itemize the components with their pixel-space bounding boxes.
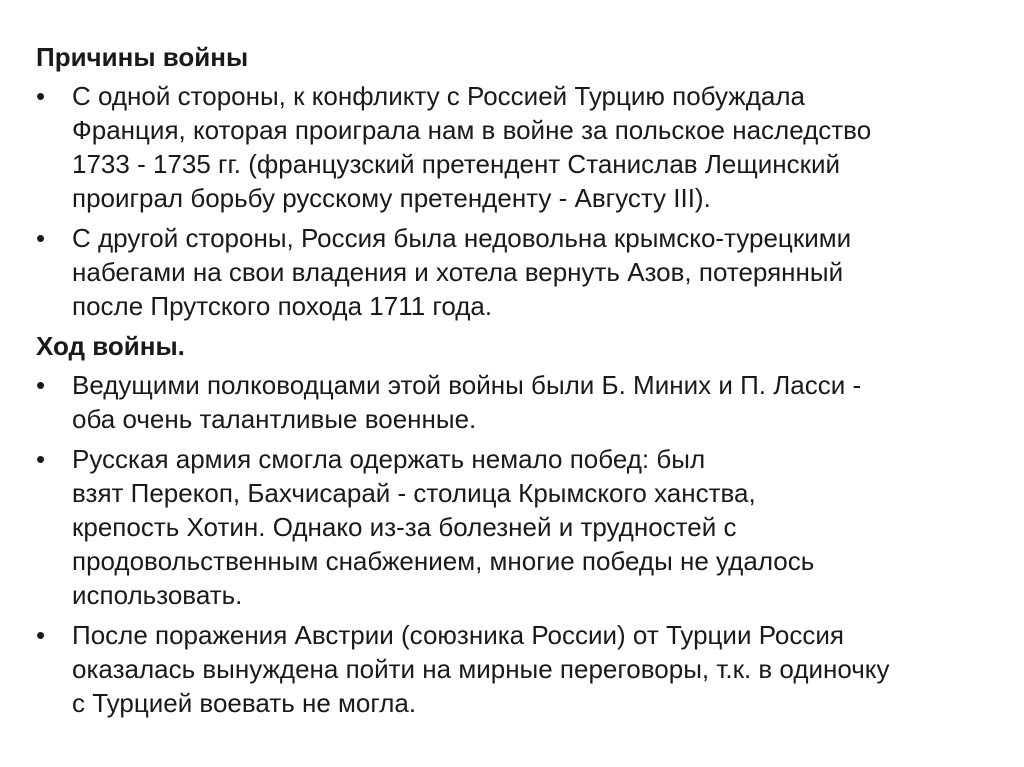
bullet-item (36, 442, 986, 612)
heading-course: Ход войны. (36, 331, 185, 361)
bullet-text: После поражения Австрии (союзника России) от Турции Россия оказалась вынуждена пойти на мирные переговоры, т.к. в одиночку с Турцией воевать не могла. (72, 620, 890, 718)
bullet-item (36, 618, 986, 720)
bullet-item (36, 221, 986, 323)
bullet-item (36, 368, 986, 436)
bullet-marker: • (36, 370, 46, 400)
bullet-marker: • (36, 620, 46, 650)
bullet-text: С одной стороны, к конфликту с Россией Турцию побуждала Франция, которая проиграла нам в войне за польское наследство 1733 - 1735 гг. (французский претендент Станислав Лещинский проиграл борьбу русскому претенденту - Августу III). (72, 81, 872, 213)
bullet-marker: • (36, 444, 46, 474)
bullet-marker: • (36, 223, 46, 253)
slide-content (36, 40, 986, 726)
bullet-item (36, 79, 986, 215)
bullet-text: Ведущими полководцами этой войны были Б. Миних и П. Ласси - оба очень талантливые военные. (72, 370, 862, 434)
bullet-text: С другой стороны, Россия была недовольна крымско-турецкими набегами на свои владения и хотела вернуть Азов, потерянный после Прутского похода 1711 года. (72, 223, 852, 321)
heading-causes: Причины войны (36, 42, 249, 72)
bullet-text: Русская армия смогла одержать немало побед: был взят Перекоп, Бахчисарай - столица Крымского ханства, крепость Хотин. Однако из-за болезней и трудностей с продовольственным снабжением, многие победы не удалось использовать. (72, 444, 815, 610)
bullet-marker: • (36, 81, 46, 111)
